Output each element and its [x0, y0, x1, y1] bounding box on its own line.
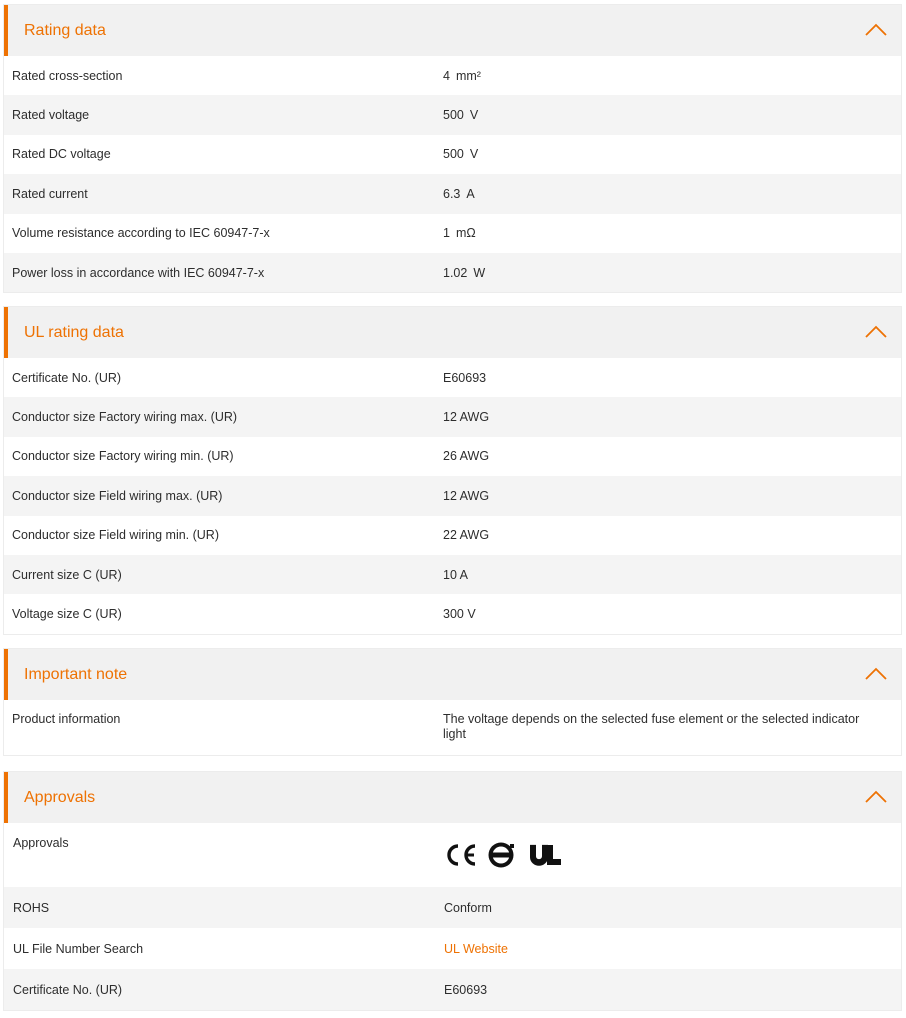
section-ul-rating-data	[3, 306, 902, 635]
section-title: UL rating data	[24, 323, 124, 341]
table-row: Conductor size Field wiring max. (UR) 12 AWG	[4, 476, 901, 515]
table-row: Approvals	[4, 823, 901, 887]
ce-mark-icon	[444, 843, 478, 867]
table-row: UL File Number Search UL Website	[13, 941, 508, 956]
table-row: Power loss in accordance with IEC 60947-7-x 1.02 W	[4, 253, 901, 292]
section-header-ul-rating-data[interactable]	[4, 307, 901, 358]
csa-mark-icon	[487, 841, 517, 869]
ul-recognized-mark-icon	[527, 843, 563, 867]
chevron-up-icon[interactable]	[865, 22, 887, 36]
table-row: ROHS Conform	[4, 887, 901, 928]
section-header-rating-data[interactable]	[4, 5, 901, 56]
table-row: Certificate No. (UR) E60693	[12, 370, 487, 385]
table-row: Certificate No. (UR) E60693	[4, 969, 901, 1010]
chevron-up-icon[interactable]	[865, 666, 887, 680]
section-approvals	[3, 771, 902, 1011]
table-row: Rated current 6.3 A	[4, 174, 901, 213]
section-title: Rating data	[24, 21, 106, 39]
table-row: Voltage size C (UR) 300 V	[12, 607, 476, 622]
table-row: Conductor size Field wiring min. (UR) 22 AWG	[12, 528, 490, 543]
section-title: Important note	[24, 665, 128, 683]
table-row: Rated DC voltage 500 V	[12, 147, 479, 162]
section-title: Approvals	[24, 788, 96, 806]
ul-website-link[interactable]: UL Website	[444, 941, 508, 956]
table-row: Volume resistance according to IEC 60947-7-x 1 mΩ	[12, 226, 476, 241]
approval-marks	[444, 841, 563, 869]
chevron-up-icon[interactable]	[865, 324, 887, 338]
table-row: Rated voltage 500 V	[4, 95, 901, 134]
table-row: Conductor size Factory wiring max. (UR) 12 AWG	[4, 397, 901, 436]
section-header-important-note[interactable]	[4, 649, 901, 700]
table-row: Product information The voltage depends on the selected fuse element or the selected indicator light	[12, 712, 860, 741]
section-rating-data	[3, 4, 902, 293]
section-important-note	[3, 648, 902, 756]
table-row: Rated cross-section 4 mm²	[12, 68, 481, 83]
table-row: Conductor size Factory wiring min. (UR) 26 AWG	[12, 449, 490, 464]
chevron-up-icon[interactable]	[865, 789, 887, 803]
section-header-approvals[interactable]	[4, 772, 901, 823]
table-row: Current size C (UR) 10 A	[4, 555, 901, 594]
